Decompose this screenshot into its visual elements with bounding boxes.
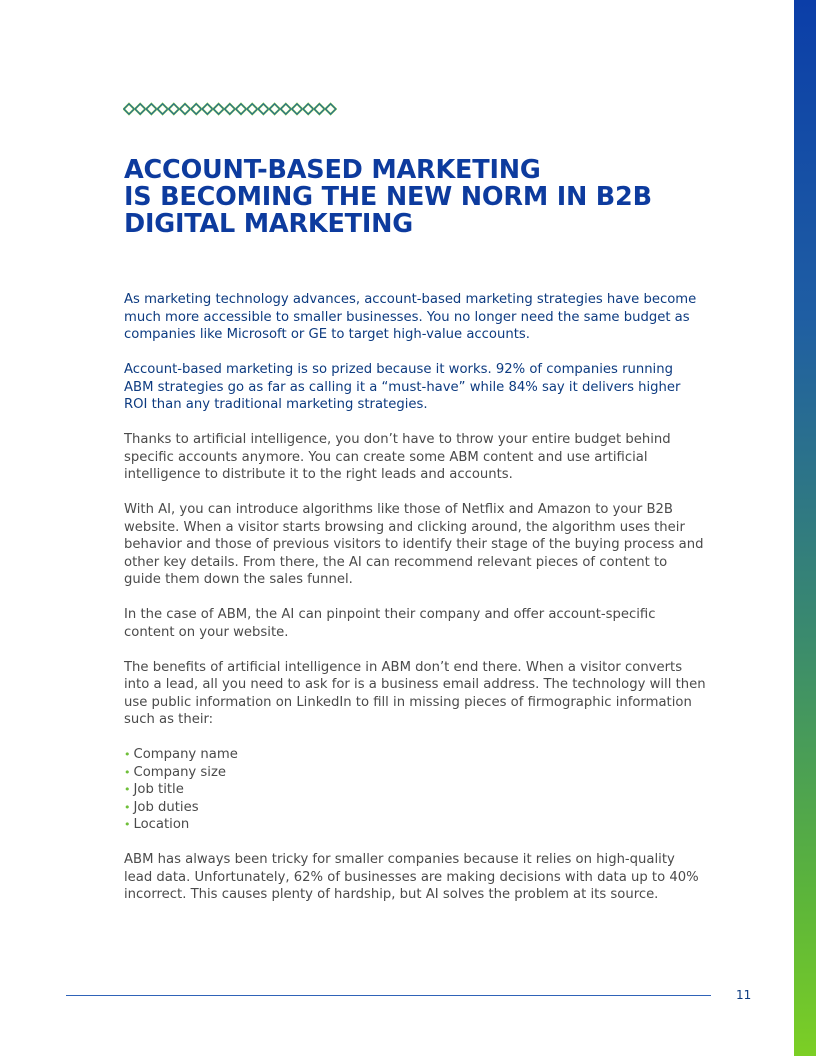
side-gradient-bar <box>794 0 816 1056</box>
paragraph-abm-data: ABM has always been tricky for smaller companies because it relies on high-quality lead data. Unfortunately, 62% of businesses are making decisions with data up to 40% incorrect. This causes plenty of hardship, but AI solves the problem at its source. <box>124 852 699 902</box>
paragraph-abm-pinpoint: In the case of ABM, the AI can pinpoint their company and offer account-specific content on your website. <box>124 607 656 640</box>
footer-divider <box>66 995 711 996</box>
bullet-dot-icon: • <box>124 748 131 761</box>
paragraph-ai-budget: Thanks to artificial intelligence, you don’t have to throw your entire budget behind specific accounts anymore. You can create some ABM content and use artificial intelligence to distribute it to the right leads and accounts. <box>124 432 671 482</box>
title-line-2: IS BECOMING THE NEW NORM IN B2B <box>124 182 652 212</box>
list-item: • Job duties <box>124 799 199 815</box>
bullet-dot-icon: • <box>124 765 131 779</box>
bullet-dot-icon: • <box>124 818 131 831</box>
list-item: • Location <box>124 817 190 832</box>
paragraph-ai-benefits: The benefits of artificial intelligence in ABM don’t end there. When a visitor converts into a lead, all you need to ask for is a business email address. The technology will then use public information on LinkedIn to fill in missing pieces of firmographic information such as their: <box>124 659 706 727</box>
paragraph-ai-algorithms: With AI, you can introduce algorithms like those of Netflix and Amazon to your B2B website. When a visitor starts browsing and clicking around, the algorithm uses their behavior and those of previous visitors to identify their stage of the buying process and other key details. From there, the AI can recommend relevant pieces of content to guide them down the sales funnel. <box>124 502 704 587</box>
list-item: • Company size <box>124 764 226 780</box>
paragraph-intro: As marketing technology advances, account-based marketing strategies have become much more accessible to smaller businesses. You no longer need the same budget as companies like Microsoft or GE to target high-value accounts. <box>124 292 697 342</box>
article-body <box>124 291 706 921</box>
diamond-chain-ornament-icon <box>123 101 337 117</box>
firmographic-list <box>124 746 706 834</box>
title-line-1: ACCOUNT-BASED MARKETING <box>124 155 541 185</box>
title-line-3: DIGITAL MARKETING <box>124 209 414 239</box>
page-number: 11 <box>736 988 752 1002</box>
bullet-dot-icon: • <box>124 783 131 796</box>
bullet-dot-icon: • <box>124 800 131 814</box>
list-item: • Company name <box>124 747 238 762</box>
page-title <box>124 157 744 238</box>
paragraph-abm-stats: Account-based marketing is so prized because it works. 92% of companies running ABM strategies go as far as calling it a “must-have” while 84% say it delivers higher ROI than any traditional marketing strategies. <box>124 362 681 412</box>
list-item: • Job title <box>124 782 184 797</box>
